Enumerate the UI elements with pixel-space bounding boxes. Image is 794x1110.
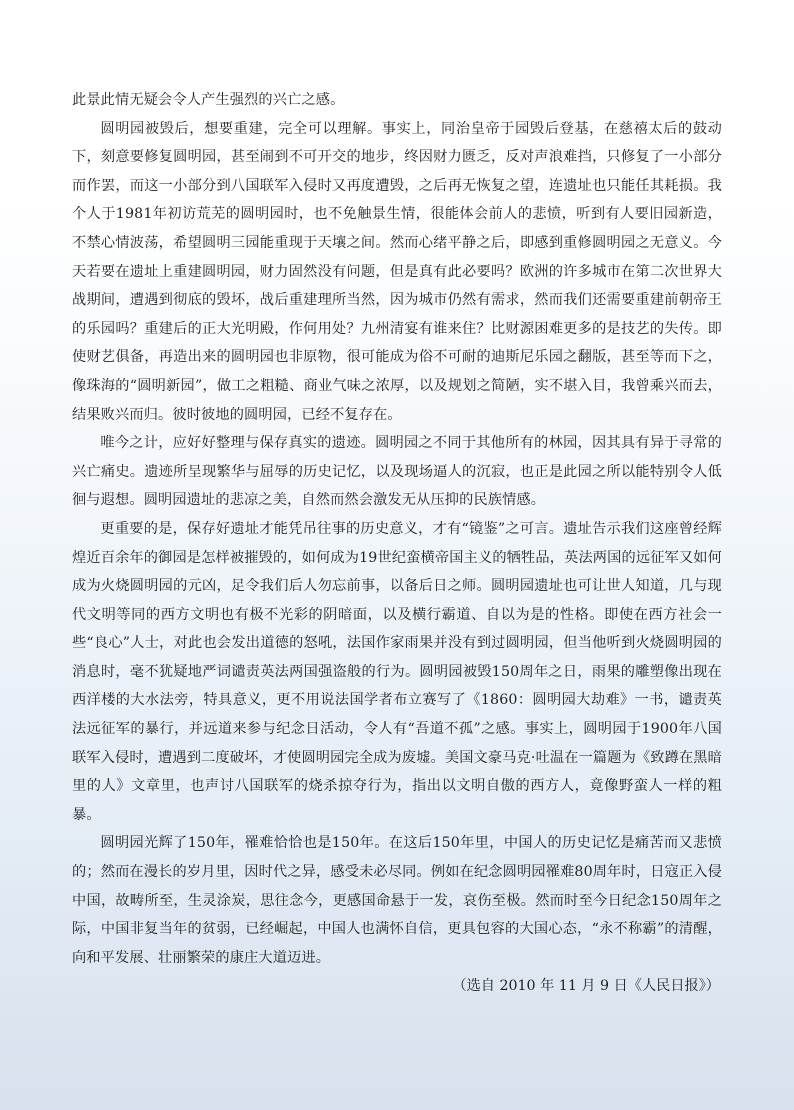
source-citation: （选自 2010 年 11 月 9 日《人民日报》）: [452, 978, 720, 995]
paragraph: 此景此情无疑会令人产生强烈的兴亡之感。: [72, 92, 345, 108]
paragraph: 唯今之计，应好好整理与保存真实的遗迹。圆明园之不同于其他所有的林园，因其具有异于寻常的兴亡痛史。遗迹所呈现繁华与屈辱的历史记忆，以及现场逼人的沉寂，也正是此园之所以能特别令人低徊与遐想。圆明园遗址的悲凉之美，自然而然会激发无从压抑的民族情感。: [72, 435, 722, 509]
article-body: [72, 86, 722, 1001]
paragraph: 圆明园被毁后，想要重建，完全可以理解。事实上，同治皇帝于园毁后登基，在慈禧太后的鼓动下，刻意要修复圆明园，甚至闹到不可开交的地步，终因财力匮乏，反对声浪难挡，只修复了一小部分而作罢，而这一小部分到八国联军入侵时又再度遭毁，之后再无恢复之望，连遗址也只能任其耗损。我个人于1981年初访荒芜的圆明园时，也不免触景生情，很能体会前人的悲愤，听到有人要旧园新造，不禁心情波荡，希望圆明三园能重现于天壤之间。然而心绪平静之后，即感到重修圆明园之无意义。今天若要在遗址上重建圆明园，财力固然没有问题，但是真有此必要吗？欧洲的许多城市在第二次世界大战期间，遭遇到彻底的毁坏，战后重建理所当然，因为城市仍然有需求，然而我们还需要重建前朝帝王的乐园吗？重建后的正大光明殿，作何用处？九州清宴有谁来住？比财源困难更多的是技艺的失传。即使财艺俱备，再造出来的圆明园也非原物，很可能成为俗不可耐的迪斯尼乐园之翻版，甚至等而下之，像珠海的“圆明新园”，做工之粗糙、商业气味之浓厚，以及规划之简陋，实不堪入目，我曾乘兴而去，结果败兴而归。彼时彼地的圆明园，已经不复存在。: [72, 120, 722, 423]
paragraph: 圆明园光辉了150年，罹难恰恰也是150年。在这后150年里，中国人的历史记忆是痛苦而又悲愤的；然而在漫长的岁月里，因时代之异，感受未必尽同。例如在纪念圆明园罹难80周年时，日寇正入侵中国，故畴所至，生灵涂炭，思往念今，更感国命悬于一发，哀伤至极。然而时至今日纪念150周年之际，中国非复当年的贫弱，已经崛起，中国人也满怀自信，更具包容的大国心态，“永不称霸”的清醒，向和平发展、壮丽繁荣的康庄大道迈进。: [72, 835, 722, 966]
paragraph: 更重要的是，保存好遗址才能凭吊往事的历史意义，才有“镜鉴”之可言。遗址告示我们这座曾经辉煌近百余年的御园是怎样被摧毁的，如何成为19世纪蛮横帝国主义的牺牲品，英法两国的远征军又如何成为火烧圆明园的元凶，足令我们后人勿忘前事，以备后日之师。圆明园遗址也可让世人知道，几与现代文明等同的西方文明也有极不光彩的阴暗面，以及横行霸道、自以为是的性格。即使在西方社会一些“良心”人士，对此也会发出道德的怒吼，法国作家雨果并没有到过圆明园，但当他听到火烧圆明园的消息时，毫不犹疑地严词谴责英法两国强盗般的行为。圆明园被毁150周年之日，雨果的雕塑像出现在西洋楼的大水法旁，特具意义，更不用说法国学者布立赛写了《1860：圆明园大劫难》一书，谴责英法远征军的暴行，并远道来参与纪念日活动，令人有“吾道不孤”之感。事实上，圆明园于1900年八国联军入侵时，遭遇到二度破坏，才使圆明园完全成为废墟。美国文豪马克·吐温在一篇题为《致蹲在黑暗里的人》文章里，也声讨八国联军的烧杀掠夺行为，指出以文明自傲的西方人，竟像野蛮人一样的粗暴。: [72, 520, 722, 823]
